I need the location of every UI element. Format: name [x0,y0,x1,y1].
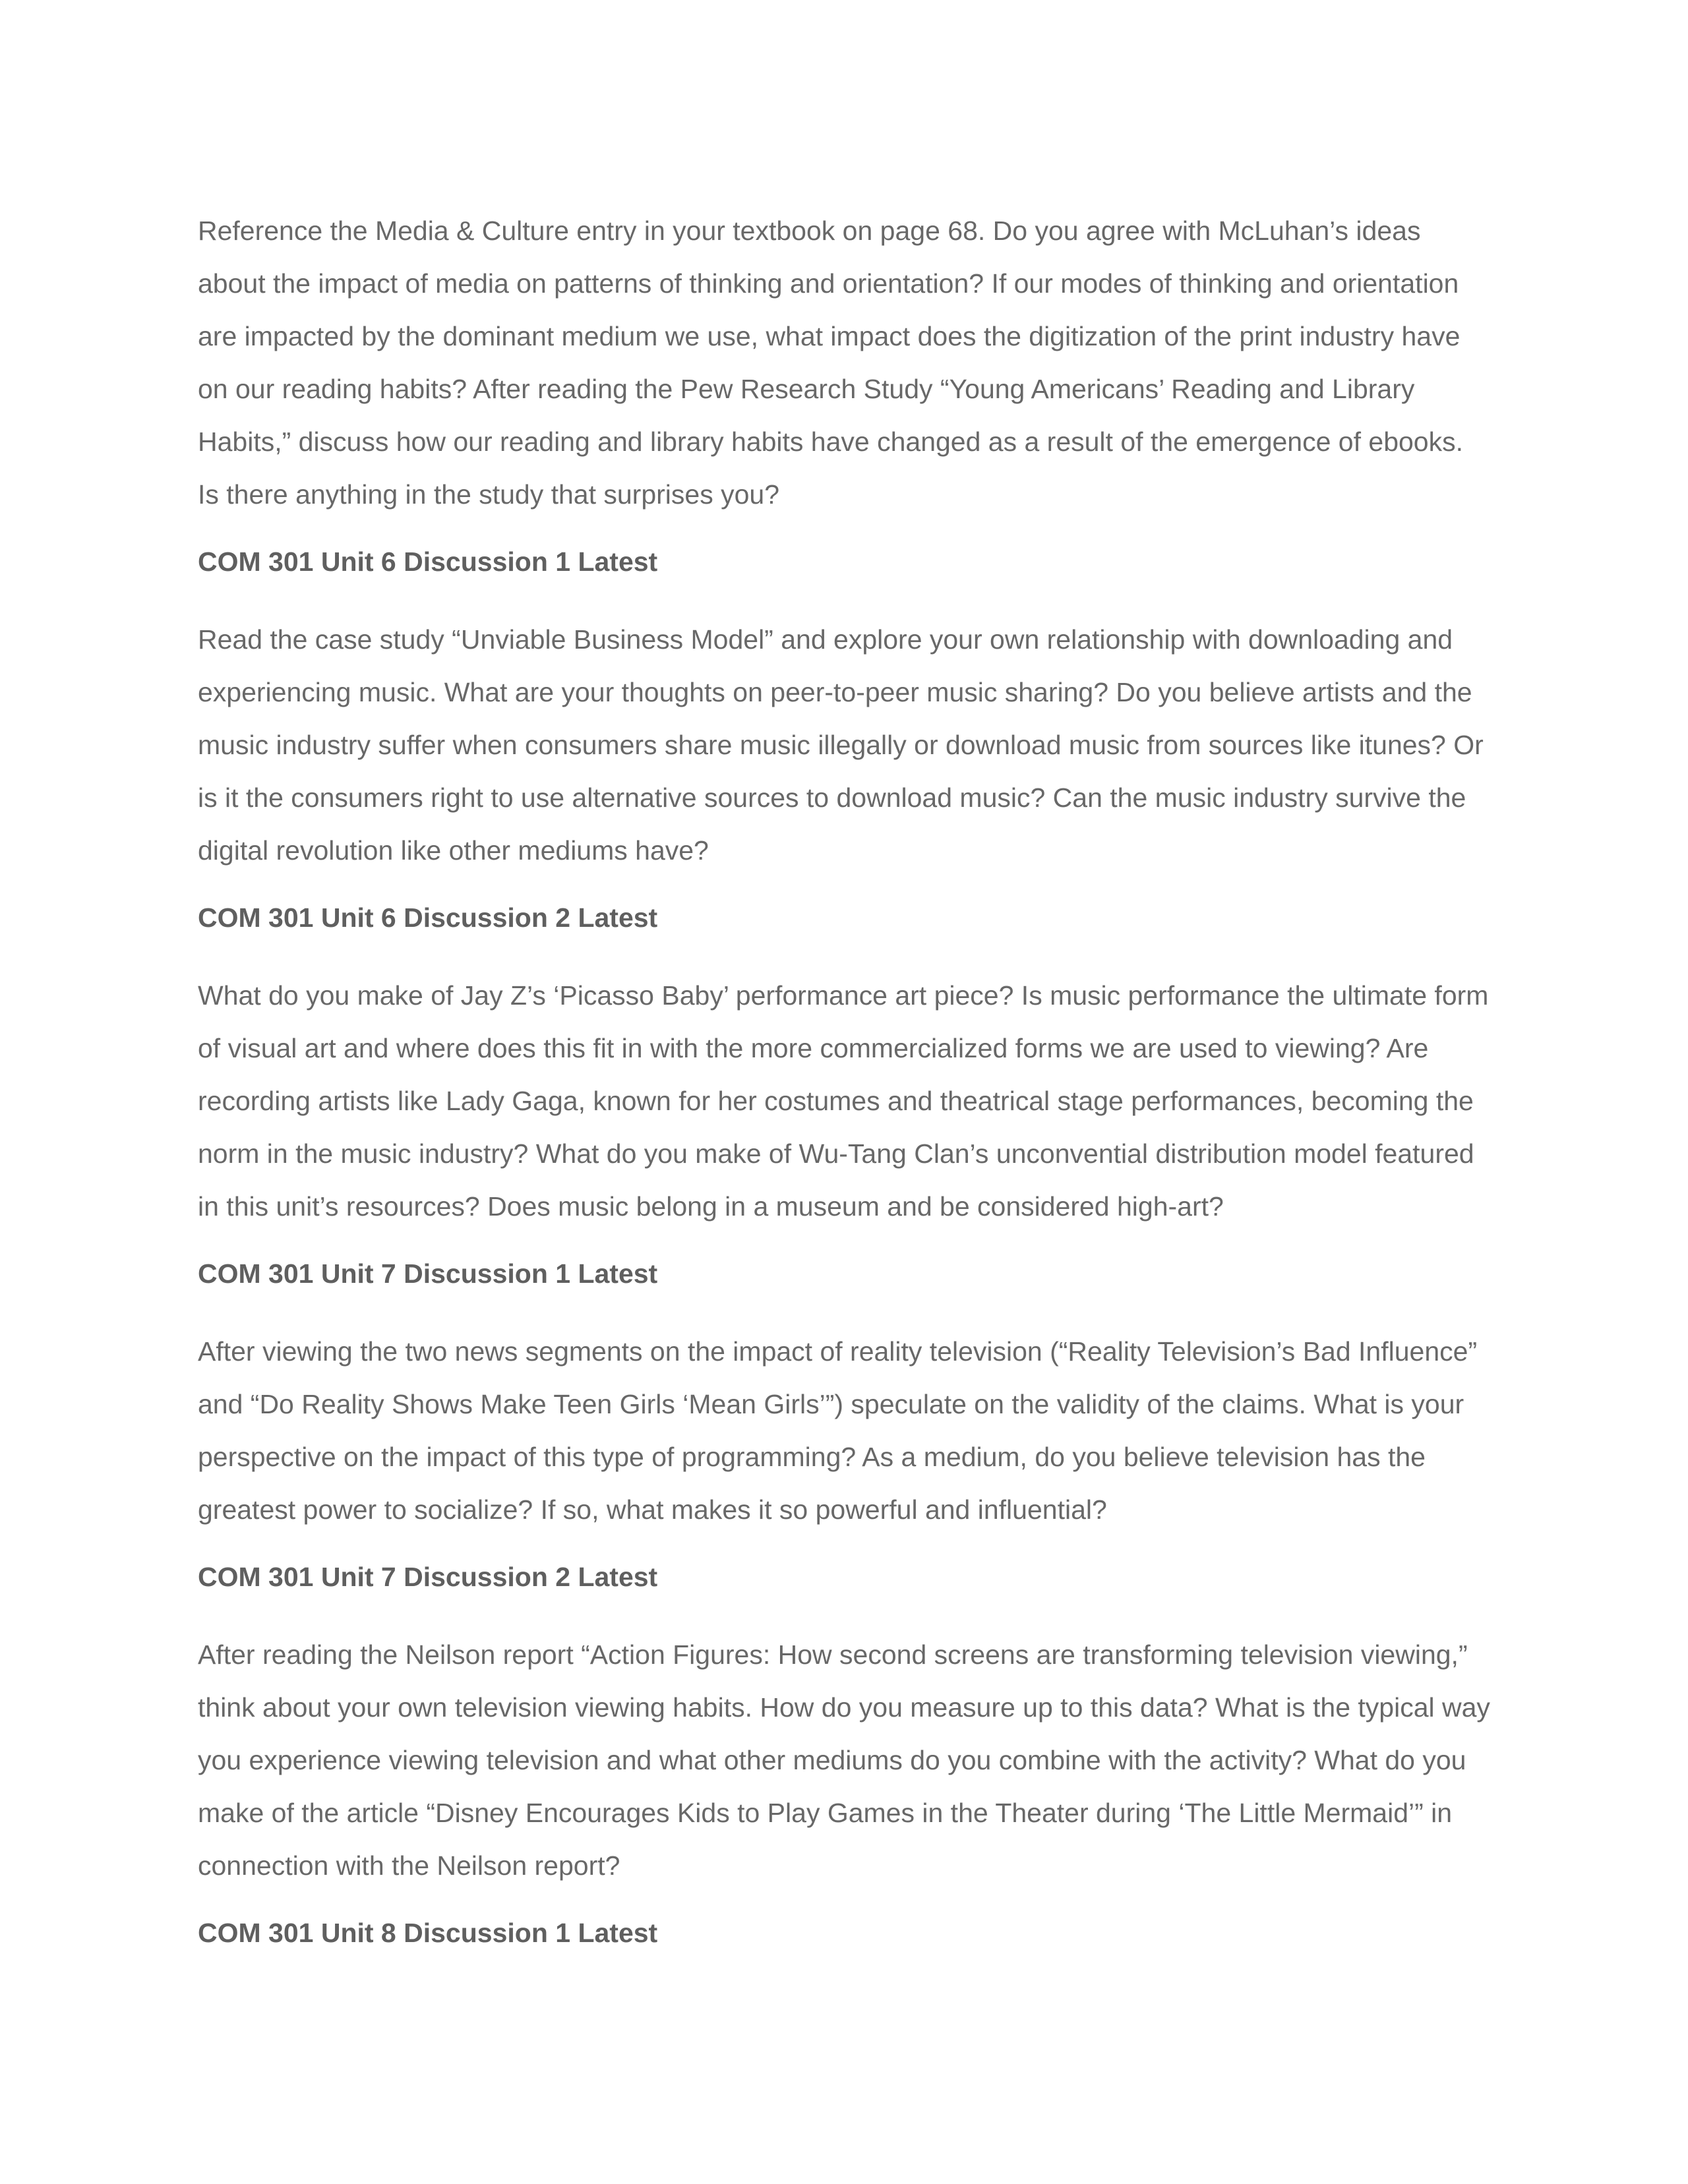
spacer [198,1293,1490,1325]
spacer [198,1892,1490,1913]
intro-paragraph: Reference the Media & Culture entry in your textbook on page 68. Do you agree with McLuhan’s ideas about the impact of media on patterns of thinking and orientation? If our modes of thinking and orientation are impacted by the dominant medium we use, what impact does the digitization of the print industry have on our reading habits? After reading the Pew Research Study “Young Americans’ Reading and Library Habits,” discuss how our reading and library habits have changed as a result of the emergence of ebooks. Is there anything in the study that surprises you? [198,216,1463,510]
spacer [198,1536,1490,1557]
section-body-unit6-d2: What do you make of Jay Z’s ‘Picasso Baby’ performance art piece? Is music performance the ultimate form of visual art and where does this fit in with the more commercialized forms we are used to viewing? Are recording artists like Lady Gaga, known for her costumes and theatrical stage performances, becoming the norm in the music industry? What do you make of Wu-Tang Clan’s unconvential distribution model featured in this unit’s resources? Does music belong in a museum and be considered high-art? [198,980,1489,1222]
spacer [198,581,1490,613]
section-heading-unit7-d2: COM 301 Unit 7 Discussion 2 Latest [198,1562,658,1592]
spacer [198,521,1490,542]
spacer [198,1597,1490,1628]
section-body-unit6-d1: Read the case study “Unviable Business Model” and explore your own relationship with downloading and experiencing music. What are your thoughts on peer-to-peer music sharing? Do you believe artists and the music industry suffer when consumers share music illegally or download music from sources like itunes? Or is it the consumers right to use alternative sources to download music? Can the music industry survive the digital revolution like other mediums have? [198,624,1484,866]
section-body-unit7-d2: After reading the Neilson report “Action Figures: How second screens are transforming television viewing,” think about your own television viewing habits. How do you measure up to this data? What is the typical way you experience viewing television and what other mediums do you combine with the activity? What do you make of the article “Disney Encourages Kids to Play Games in the Theater during ‘The Little Mermaid’” in connection with the Neilson report? [198,1639,1490,1881]
section-heading-unit6-d2: COM 301 Unit 6 Discussion 2 Latest [198,902,658,933]
section-body-unit7-d1: After viewing the two news segments on the impact of reality television (“Reality Television’s Bad Influence” and “Do Reality Shows Make Teen Girls ‘Mean Girls’”) speculate on the validity of the claims. What is your perspective on the impact of this type of programming? As a medium, do you believe television has the greatest power to socialize? If so, what makes it so powerful and influential? [198,1336,1478,1525]
section-heading-unit6-d1: COM 301 Unit 6 Discussion 1 Latest [198,546,658,577]
section-heading-unit8-d1: COM 301 Unit 8 Discussion 1 Latest [198,1918,658,1948]
spacer [198,1233,1490,1254]
document-content [198,204,1490,1953]
spacer [198,877,1490,898]
section-heading-unit7-d1: COM 301 Unit 7 Discussion 1 Latest [198,1258,658,1289]
spacer [198,937,1490,969]
